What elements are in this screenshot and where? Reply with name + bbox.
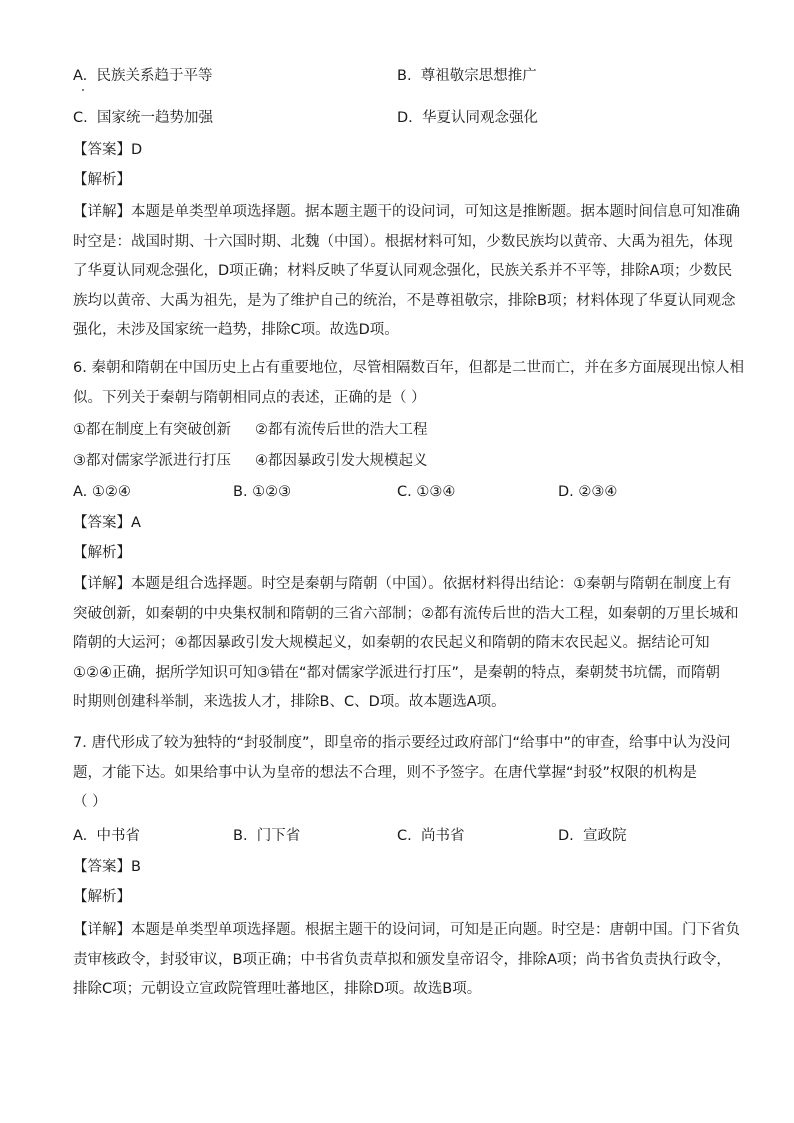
detail-line: 了华夏认同观念强化，D项正确；材料反映了华夏认同观念强化，民族关系并不平等，排除A项；少数民: [73, 263, 733, 279]
q7-option-b: [233, 826, 300, 846]
stem-line: 7. 唐代形成了较为独特的“封驳制度”，即皇帝的指示要经过政府部门“给事中”的审查，给事中认为没问: [73, 735, 731, 751]
option-letter: C.: [397, 828, 412, 844]
detail-line: 隋朝的大运河；④都因暴政引发大规模起义，如秦朝的农民起义和隋朝的隋末农民起义。据结论可知: [73, 635, 710, 651]
q7-detail: [73, 916, 740, 1005]
answer-label: 【答案】: [73, 859, 131, 875]
q7-analysis-label: 【解析】: [73, 889, 131, 905]
option-text: ①③④: [416, 484, 456, 500]
stem-line: 6. 秦朝和隋朝在中国历史上占有重要地位，尽管相隔数百年，但都是二世而亡，并在多方面展现出惊人相: [73, 360, 744, 376]
answer-label: 【答案】: [73, 515, 131, 531]
detail-line: 责审核政令，封驳审议，B项正确；中书省负责草拟和颁发皇帝诏令，排除A项；尚书省负责执行政令，: [73, 951, 731, 968]
q5-analysis-label: 【解析】: [73, 172, 131, 188]
answer-value: D: [131, 142, 143, 158]
q6-option-b: [233, 482, 291, 502]
stem-line: （ ）: [73, 794, 107, 810]
option-text: 门下省: [256, 828, 301, 844]
option-text: ①②③: [252, 484, 292, 500]
q5-answer: [73, 140, 142, 160]
answer-label: 【答案】: [73, 142, 131, 158]
q7-option-c: [397, 826, 464, 846]
option-letter: C.: [73, 110, 88, 126]
detail-line: 时期则创建科举制，来选拔人才，排除B、C、D项。故本题选A项。: [73, 694, 506, 710]
option-text: ①②④: [91, 484, 131, 500]
q7-option-a: [73, 826, 140, 846]
option-text: 民族关系趋于平等: [96, 68, 213, 84]
q5-detail: [73, 198, 740, 346]
option-text: 尚书省: [420, 828, 465, 844]
q6-option-d: [558, 482, 617, 502]
q6-option-a: [73, 482, 131, 502]
answer-value: A: [131, 515, 141, 531]
q7-option-d: [558, 826, 627, 846]
option-text: 中书省: [96, 828, 140, 844]
option-text: 宣政院: [583, 828, 627, 844]
detail-line: 族均以黄帝、大禹为祖先，是为了维护自己的统治，不是尊祖敬宗，排除B项；材料体现了华夏认同观念: [73, 292, 736, 309]
option-text: ②③④: [578, 484, 618, 500]
q6-detail: [73, 570, 739, 718]
option-letter: D.: [558, 484, 574, 500]
detail-line: 【详解】本题是组合选择题。时空是秦朝与隋朝（中国）。依据材料得出结论：①秦朝与隋朝在制度上有: [73, 576, 732, 592]
q7-stem: [73, 729, 731, 818]
q6-analysis-label: 【解析】: [73, 545, 131, 561]
option-letter: B.: [233, 484, 248, 500]
detail-line: 强化，未涉及国家统一趋势，排除C项。故选D项。: [73, 322, 399, 338]
q6-statement-3: ③都对儒家学派进行打压: [73, 453, 231, 469]
q5-option-b: [397, 66, 537, 86]
stem-line: 似。下列关于秦朝与隋朝相同点的表述，正确的是（ ）: [73, 389, 426, 406]
option-text: 华夏认同观念强化: [422, 110, 538, 126]
q5-option-a: [73, 66, 213, 86]
q5-option-c: [73, 108, 213, 128]
option-letter: C.: [397, 484, 412, 500]
answer-value: B: [131, 859, 141, 875]
detail-line: 排除C项；元朝设立宣政院管理吐蕃地区，排除D项。故选B项。: [73, 981, 482, 997]
option-letter: A.: [73, 828, 88, 844]
q6-answer: [73, 513, 141, 533]
option-letter: D.: [397, 110, 413, 126]
detail-line: 突破创新，如秦朝的中央集权制和隋朝的三省六部制；②都有流传后世的浩大工程，如秦朝的万里长城和: [73, 605, 739, 622]
detail-line: 时空是：战国时期、十六国时期、北魏（中国）。根据材料可知，少数民族均以黄帝、大禹为祖先，体现: [73, 233, 733, 250]
option-letter: B.: [397, 68, 412, 84]
q6-statement-2: ②都有流传后世的浩大工程: [255, 422, 428, 438]
option-text: 尊祖敬宗思想推广: [420, 68, 537, 84]
detail-line: ①②④正确，据所学知识可知③错在“都对儒家学派进行打压”，是秦朝的特点，秦朝焚书坑儒，而隋朝: [73, 664, 721, 681]
q6-stem: [73, 354, 744, 413]
q7-answer: [73, 857, 141, 877]
option-letter: B.: [233, 828, 248, 844]
option-text: 国家统一趋势加强: [96, 110, 213, 126]
stem-line: 题，才能下达。如果给事中认为皇帝的想法不合理，则不予签字。在唐代掌握“封驳”权限的机构是: [73, 764, 698, 781]
stray-dot-mark: [82, 89, 84, 91]
detail-line: 【详解】本题是单类型单项选择题。据本题主题干的设问词，可知这是推断题。据本题时间信息可知准确: [73, 204, 740, 220]
detail-line: 【详解】本题是单类型单项选择题。根据主题干的设问词，可知是正向题。时空是：唐朝中国。门下省负: [73, 922, 740, 938]
option-letter: D.: [558, 828, 574, 844]
option-letter: A.: [73, 484, 88, 500]
q6-statement-4: ④都因暴政引发大规模起义: [255, 453, 428, 469]
q6-statement-1: ①都在制度上有突破创新: [73, 422, 231, 438]
q5-option-d: [397, 108, 538, 128]
option-letter: A.: [73, 68, 88, 84]
q6-option-c: [397, 482, 455, 502]
